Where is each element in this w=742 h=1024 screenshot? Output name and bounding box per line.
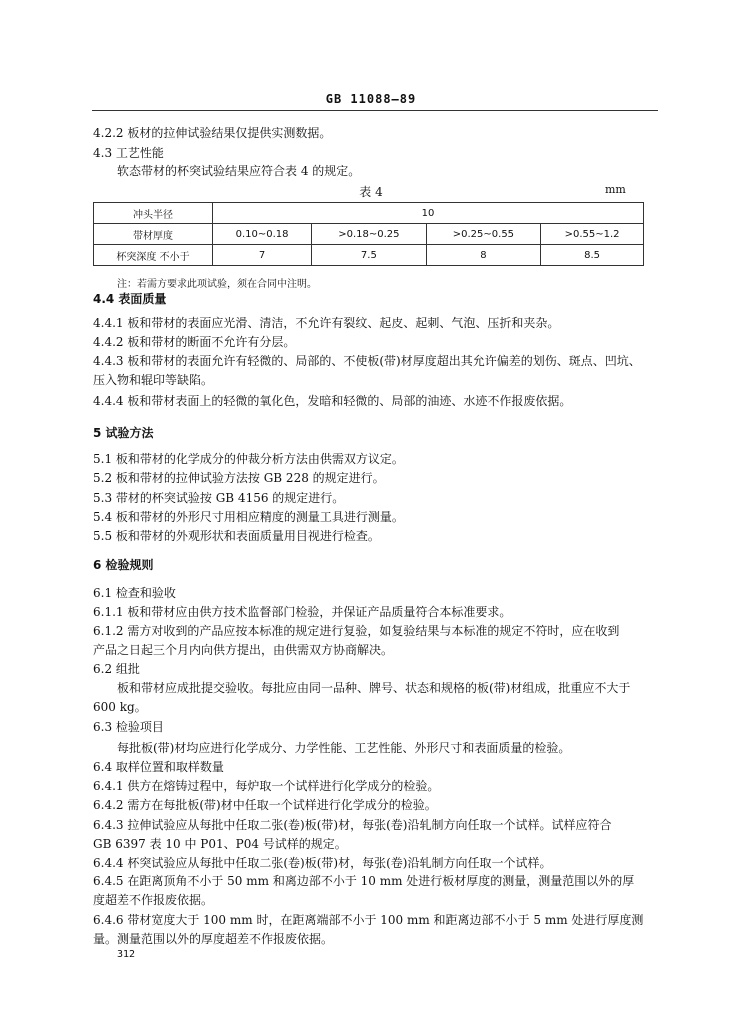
text-line: 6.1 检查和验收 [93, 586, 176, 600]
section-heading: 4.4 表面质量 [93, 292, 167, 306]
table-cell: 冲头半径 [94, 203, 213, 224]
table-cell: 0.10~0.18 [213, 224, 312, 245]
table-4-caption: 表 4 [359, 185, 383, 199]
table-cell: >0.18~0.25 [312, 224, 427, 245]
text-line: 5.5 板和带材的外观形状和表面质量用目视进行检查。 [93, 529, 380, 543]
text-line: 压入物和辊印等缺陷。 [93, 373, 214, 387]
table-4-note: 注：若需方要求此项试验，须在合同中注明。 [117, 279, 317, 290]
text-line: 度超差不作报废依据。 [93, 893, 214, 907]
table-row [94, 245, 644, 266]
text-line: 4.4.3 板和带材的表面允许有轻微的、局部的、不使板(带)材厚度超出其允许偏差的划伤、斑点、凹坑、 [93, 354, 641, 368]
text-line: 6.4.3 拉伸试验应从每批中任取二张(卷)板(带)材，每张(卷)沿轧制方向任取一个试样。试样应符合 [93, 818, 612, 832]
text-line: 600 kg。 [93, 700, 147, 714]
clause-4-3-text: 软态带材的杯突试验结果应符合表 4 的规定。 [117, 164, 361, 178]
clause-4-2-2: 4.2.2 板材的拉伸试验结果仅提供实测数据。 [93, 126, 332, 140]
text-line: 6.4.4 杯突试验应从每批中任取二张(卷)板(带)材，每张(卷)沿轧制方向任取一个试样。 [93, 856, 552, 870]
table-cell: 8.5 [541, 245, 644, 266]
table-4 [93, 202, 644, 266]
text-line: 板和带材应成批提交验收。每批应由同一品种、牌号、状态和规格的板(带)材组成，批重应不大于 [117, 681, 631, 695]
text-line: 6.4.5 在距离顶角不小于 50 mm 和离边部不小于 10 mm 处进行板材厚度的测量，测量范围以外的厚 [93, 874, 635, 888]
text-line: 量。测量范围以外的厚度超差不作报废依据。 [93, 932, 334, 946]
table-cell: 杯突深度 不小于 [94, 245, 213, 266]
table-cell: 10 [213, 203, 644, 224]
header-rule [92, 110, 658, 111]
section-heading: 5 试验方法 [93, 426, 154, 440]
text-line: 5.3 带材的杯突试验按 GB 4156 的规定进行。 [93, 491, 345, 505]
text-line: 6.4.1 供方在熔铸过程中，每炉取一个试样进行化学成分的检验。 [93, 779, 440, 793]
text-line: 产品之日起三个月内向供方提出，由供需双方协商解决。 [93, 643, 394, 657]
section-heading: 6 检验规则 [93, 558, 154, 572]
table-cell: >0.55~1.2 [541, 224, 644, 245]
table-cell: 7 [213, 245, 312, 266]
text-line: 6.1.1 板和带材应由供方技术监督部门检验，并保证产品质量符合本标准要求。 [93, 605, 512, 619]
table-cell: 8 [426, 245, 541, 266]
text-line: 每批板(带)材均应进行化学成分、力学性能、工艺性能、外形尺寸和表面质量的检验。 [117, 741, 571, 755]
text-line: 6.4 取样位置和取样数量 [93, 760, 224, 774]
text-line: 6.2 组批 [93, 662, 140, 676]
table-cell: 7.5 [312, 245, 427, 266]
table-cell: >0.25~0.55 [426, 224, 541, 245]
page-number: 312 [117, 949, 136, 960]
text-line: 6.1.2 需方对收到的产品应按本标准的规定进行复验，如复验结果与本标准的规定不符时，应在收到 [93, 624, 620, 638]
text-line: 4.4.1 板和带材的表面应光滑、清洁，不允许有裂纹、起皮、起刺、气泡、压折和夹杂。 [93, 316, 560, 330]
text-line: 5.2 板和带材的拉伸试验方法按 GB 228 的规定进行。 [93, 471, 385, 485]
text-line: 6.4.6 带材宽度大于 100 mm 时，在距离端部不小于 100 mm 和距离边部不小于 5 mm 处进行厚度测 [93, 913, 644, 927]
text-line: 6.3 检验项目 [93, 720, 164, 734]
table-4-unit: mm [605, 183, 626, 196]
text-line: GB 6397 表 10 中 P01、P04 号试样的规定。 [93, 837, 347, 851]
text-line: 5.1 板和带材的化学成分的仲裁分析方法由供需双方议定。 [93, 452, 404, 466]
text-line: 4.4.2 板和带材的断面不允许有分层。 [93, 335, 296, 349]
text-line: 6.4.2 需方在每批板(带)材中任取一个试样进行化学成分的检验。 [93, 798, 437, 812]
text-line: 5.4 板和带材的外形尺寸用相应精度的测量工具进行测量。 [93, 510, 404, 524]
text-line: 4.4.4 板和带材表面上的轻微的氧化色，发暗和轻微的、局部的油迹、水迹不作报废依据。 [93, 394, 572, 408]
table-cell: 带材厚度 [94, 224, 213, 245]
table-row [94, 224, 644, 245]
clause-4-3-heading: 4.3 工艺性能 [93, 146, 164, 160]
table-row [94, 203, 644, 224]
standard-code-header: GB 11088—89 [325, 92, 417, 106]
